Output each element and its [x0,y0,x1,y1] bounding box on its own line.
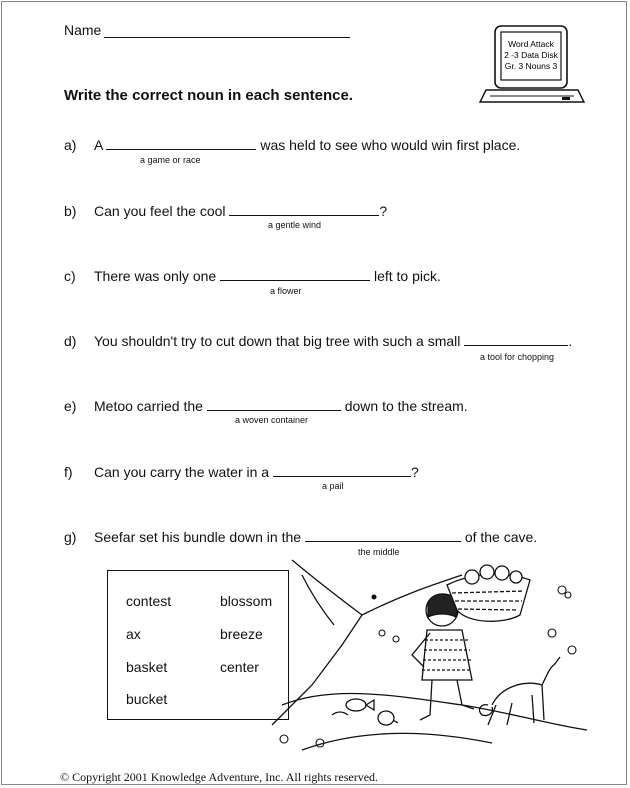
answer-blank-e[interactable] [207,398,341,411]
computer-icon [478,24,588,106]
word-bank-item: breeze [220,626,263,642]
question-a: a) A was held to see who would win first place. [64,137,521,153]
badge-line-2: 2 -3 Data Disk [504,50,558,60]
hint-b: a gentle wind [268,220,322,230]
question-f: f) Can you carry the water in a ? [64,464,419,480]
hint-c: a flower [270,286,302,296]
badge-line-1: Word Attack [508,39,554,49]
answer-blank-f[interactable] [273,464,411,477]
question-d: d) You shouldn't try to cut down that big tree with such a small . [64,333,573,349]
answer-blank-b[interactable] [229,203,379,216]
answer-blank-a[interactable] [106,137,256,150]
word-bank-item: basket [126,659,168,675]
word-bank-item: blossom [220,593,273,609]
question-e: e) Metoo carried the down to the stream. [64,398,468,414]
instructions: Write the correct noun in each sentence. [64,87,353,104]
word-bank-item: ax [126,626,141,642]
name-blank[interactable] [104,37,350,38]
badge-line-3: Gr. 3 Nouns 3 [504,61,558,71]
word-bank-item: bucket [126,691,168,707]
hint-e: a woven container [235,415,309,425]
name-label: Name [64,22,102,38]
copyright-footer: © Copyright 2001 Knowledge Adventure, Inc. All rights reserved. [60,770,379,784]
illustration-child-with-basket [262,555,592,755]
question-c: c) There was only one left to pick. [64,268,441,284]
word-bank-item: contest [126,593,172,609]
hint-g: the middle [358,547,400,557]
question-b: b) Can you feel the cool ? [64,203,388,219]
answer-blank-c[interactable] [220,268,370,281]
hint-a: a game or race [140,155,201,165]
question-g: g) Seefar set his bundle down in the of the cave. [64,529,538,545]
hint-f: a pail [322,481,344,491]
answer-blank-d[interactable] [464,333,568,346]
answer-blank-g[interactable] [305,529,461,542]
hint-d: a tool for chopping [480,352,555,362]
word-bank-item: center [220,659,259,675]
